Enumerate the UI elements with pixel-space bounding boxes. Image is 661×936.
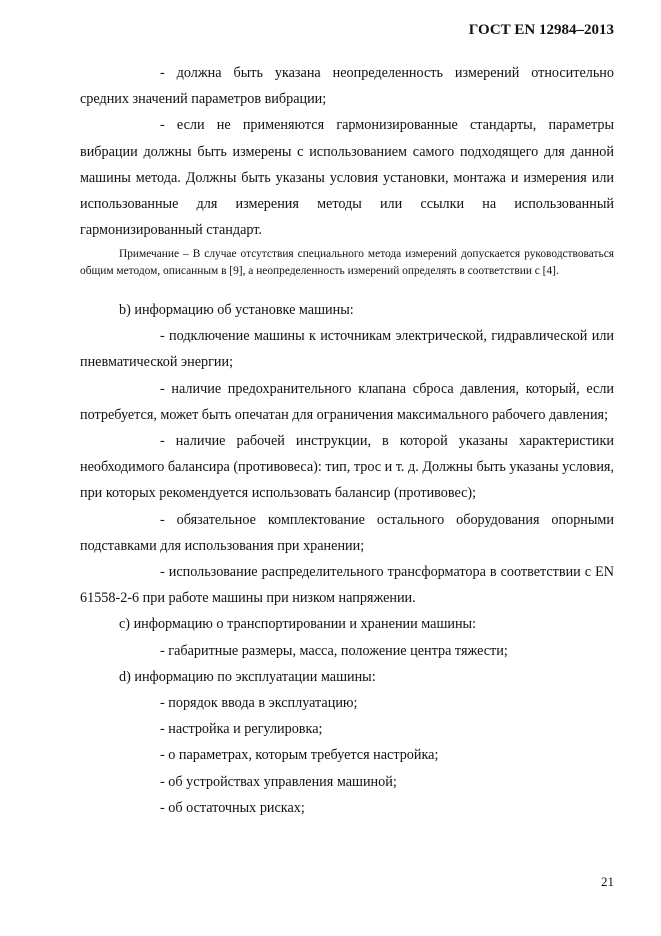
list-heading: c) информацию о транспортировании и хранении машины: [119, 616, 477, 633]
note: Примечание – В случае отсутствия специального метода измерений допускается руководствоваться общим методом, описанным в [9], а неопределенность измерений определять в соответствии с [4]. [80, 248, 614, 277]
paragraph: - порядок ввода в эксплуатацию; [160, 695, 358, 712]
paragraph: - об устройствах управления машиной; [160, 773, 397, 790]
paragraph: - об остаточных рисках; [160, 799, 305, 816]
paragraph: - габаритные размеры, масса, положение центра тяжести; [160, 642, 508, 659]
page-body [80, 60, 614, 821]
document-header: ГОСТ EN 12984–2013 [468, 22, 614, 38]
paragraph: - должна быть указана неопределенность измерений относительно средних значений параметров вибрации; [80, 65, 614, 108]
paragraph: - о параметрах, которым требуется настройка; [160, 747, 439, 764]
list-heading: b) информацию об установке машины: [119, 302, 354, 319]
paragraph: - наличие предохранительного клапана сброса давления, который, если потребуется, может быть опечатан для ограничения максимального рабочего давления; [80, 380, 614, 423]
paragraph: - наличие рабочей инструкции, в которой указаны характеристики необходимого балансира (противовеса): тип, трос и т. д. Должны быть указаны условия, при которых рекомендуется использовать балансир (противовес); [80, 433, 614, 502]
paragraph: - подключение машины к источникам электрической, гидравлической или пневматической энергии; [80, 328, 614, 371]
page-number: 21 [601, 874, 614, 889]
paragraph: - обязательное комплектование остального оборудования опорными подставками для использования при хранении; [80, 511, 614, 554]
paragraph: - использование распределительного трансформатора в соответствии с EN 61558-2-6 при работе машины при низком напряжении. [80, 564, 614, 607]
paragraph: - настройка и регулировка; [160, 721, 323, 738]
paragraph: - если не применяются гармонизированные стандарты, параметры вибрации должны быть измерены с использованием самого подходящего для данной машины метода. Должны быть указаны условия установки, монтажа и измерения или использованные для измерения методы или ссылки на использованный гармонизированный стандарт. [80, 117, 614, 239]
list-heading: d) информацию по эксплуатации машины: [119, 668, 376, 685]
